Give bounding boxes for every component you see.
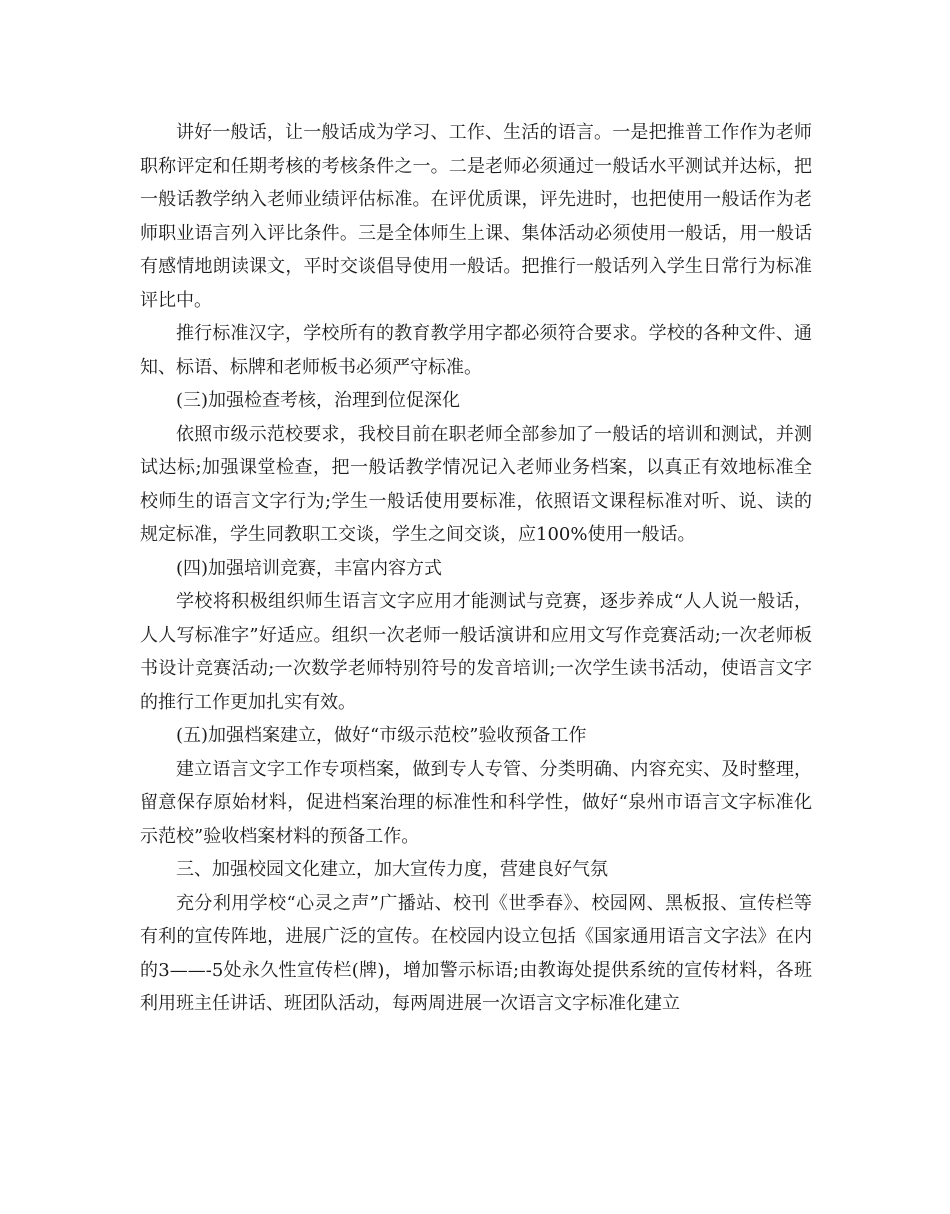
paragraph-archives: 建立语言文字工作专项档案，做到专人专管、分类明确、内容充实、及时整理，留意保存原始材料，促进档案治理的标准性和科学性，做好“泉州市语言文字标准化示范校”验收档案材料的预备工作。 [140,758,812,847]
section-heading-5: (五)加强档案建立，做好“市级示范校”验收预备工作 [176,725,587,746]
section-heading-part-3: 三、加强校园文化建立，加大宣传力度，营建良好气氛 [176,859,608,880]
paragraph-inspection: 依照市级示范校要求，我校目前在职老师全部参加了一般话的培训和测试，并测试达标;加强课堂检查，把一般话教学情况记入老师业务档案，以真正有效地标准全校师生的语言文字行为;学生一般话使用要标准，依照语文课程标准对听、说、读的规定标准，学生同教职工交谈，学生之间交谈，应100%使用一般话。 [140,423,812,545]
section-heading-4: (四)加强培训竞赛，丰富内容方式 [176,557,443,579]
paragraph-putonghua-policy: 讲好一般话，让一般话成为学习、工作、生活的语言。一是把推普工作作为老师职称评定和任期考核的考核条件之一。二是老师必须通过一般话水平测试并达标，把一般话教学纳入老师业绩评估标准。在评优质课，评先进时，也把使用一般话作为老师职业语言列入评比条件。三是全体师生上课、集体活动必须使用一般话，用一般话有感情地朗读课文，平时交谈倡导使用一般话。把推行一般话列入学生日常行为标准评比中。 [140,122,812,311]
paragraph-standard-characters: 推行标准汉字，学校所有的教育教学用字都必须符合要求。学校的各种文件、通知、标语、标牌和老师板书必须严守标准。 [140,323,812,378]
paragraph-training: 学校将积极组织师生语言文字应用才能测试与竞赛，逐步养成“人人说一般话，人人写标准字”好适应。组织一次老师一般话演讲和应用文写作竞赛活动;一次老师板书设计竞赛活动;一次数学老师特别符号的发音培训;一次学生读书活动，使语言文字的推行工作更加扎实有效。 [140,591,812,713]
paragraph-publicity: 充分利用学校“心灵之声”广播站、校刊《世季春》、校园网、黑板报、宣传栏等有利的宣传阵地，进展广泛的宣传。在校园内设立包括《国家通用语言文字法》在内的3——-5处永久性宣传栏(牌)，增加警示标语;由教诲处提供系统的宣传材料，各班利用班主任讲话、班团队活动，每两周进展一次语言文字标准化建立 [140,892,812,1014]
section-heading-3: (三)加强检查考核，治理到位促深化 [176,390,461,411]
document-body [140,116,812,1021]
